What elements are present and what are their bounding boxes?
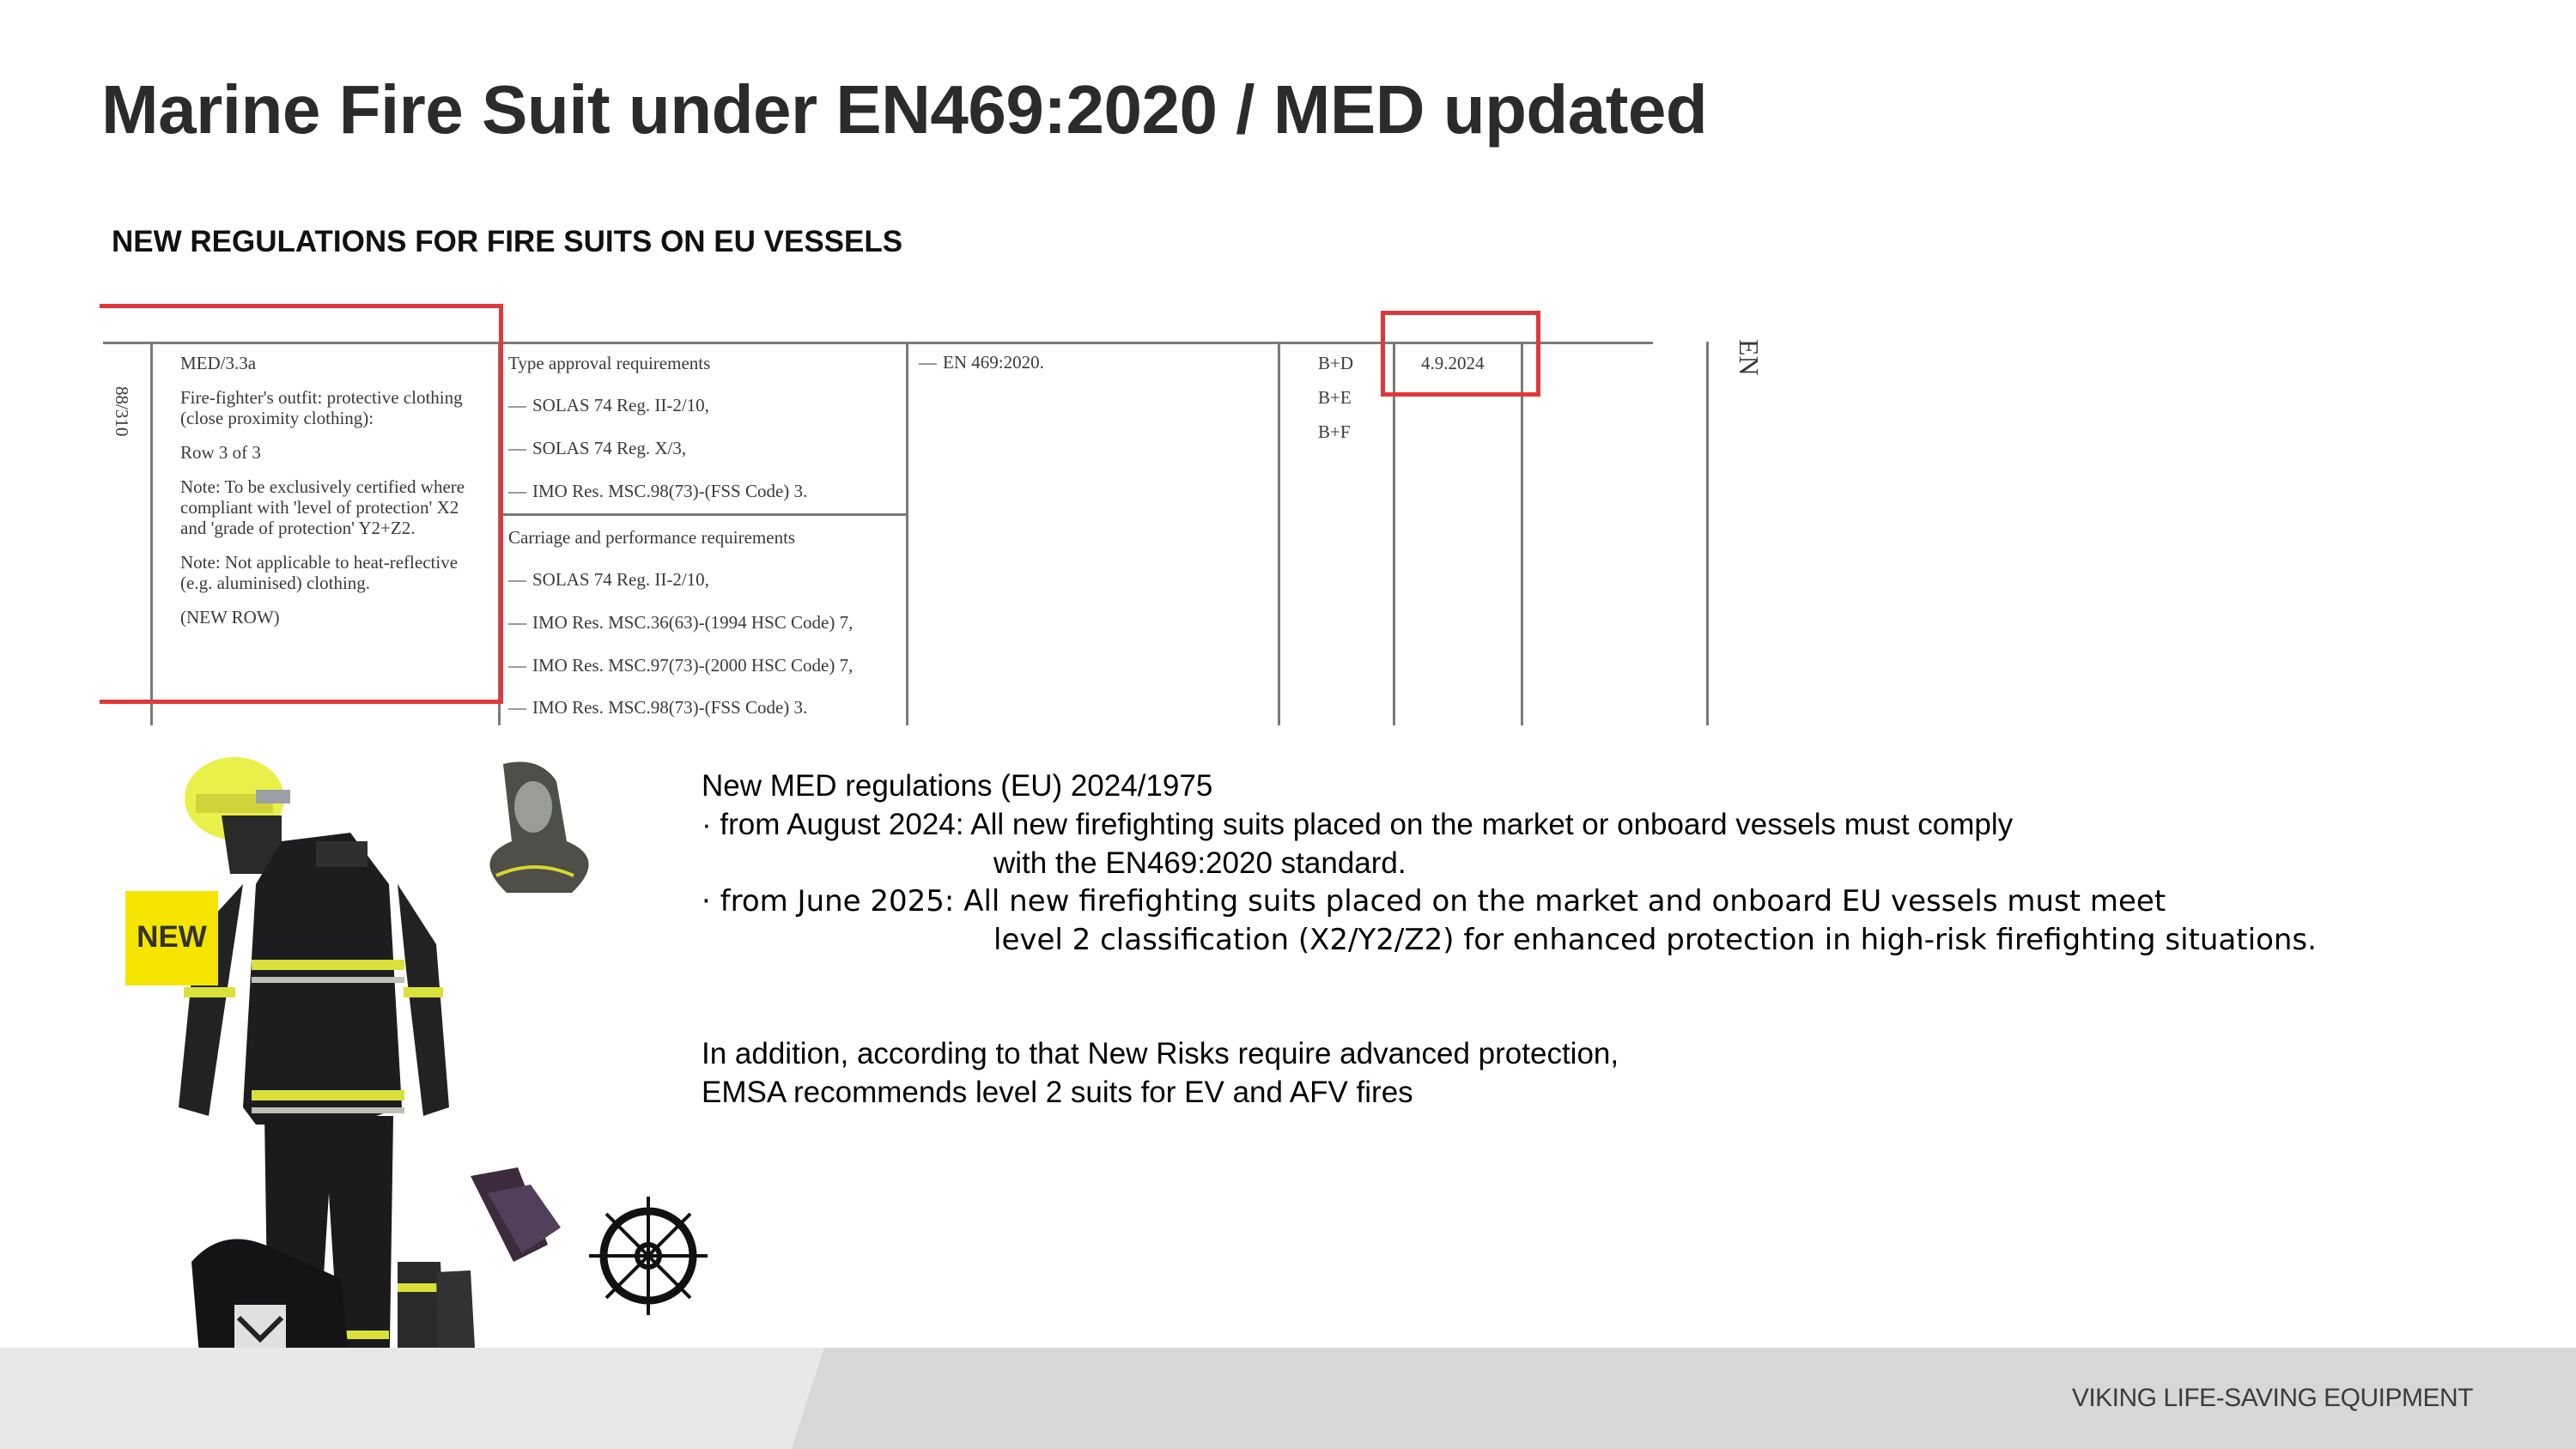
- bullet-continuation: with the EN469:2020 standard.: [993, 846, 1406, 880]
- row-number: 88/310: [112, 386, 132, 437]
- item-line: Fire-fighter's outfit: protective clothing: [180, 387, 463, 408]
- standard-reference: — EN 469:2020.: [919, 352, 1044, 373]
- carriage-header: Carriage and performance requirements: [508, 527, 796, 548]
- carriage-item: — IMO Res. MSC.36(63)-(1994 HSC Code) 7,: [508, 612, 854, 633]
- brand-name: VIKING LIFE-SAVING EQUIPMENT: [2071, 1384, 2473, 1412]
- highlight-box-date: [1381, 311, 1540, 397]
- emsa-recommendation: [702, 1034, 1619, 1112]
- bullet-continuation: level 2 classification (X2/Y2/Z2) for enhanced protection in high-risk firefighting situations.: [993, 923, 2317, 957]
- item-line: (NEW ROW): [180, 607, 280, 627]
- item-line: Row 3 of 3: [180, 442, 261, 463]
- table-divider: [906, 342, 908, 725]
- module: B+F: [1318, 421, 1351, 442]
- addition-line: EMSA recommends level 2 suits for EV and AFV fires: [702, 1076, 1413, 1109]
- section-subtitle: NEW REGULATIONS FOR FIRE SUITS ON EU VESSELS: [112, 225, 903, 258]
- regulation-table-excerpt: [103, 300, 1786, 725]
- highlight-box-item: [100, 304, 503, 704]
- new-badge-label: NEW: [137, 920, 207, 954]
- item-line: and 'grade of protection' Y2+Z2.: [180, 518, 416, 538]
- type-approval-item: — SOLAS 74 Reg. X/3,: [508, 438, 687, 458]
- item-line: compliant with 'level of protection' X2: [180, 497, 459, 518]
- bullet-text: from August 2024: All new firefighting suits placed on the market or onboard vessels must comply: [720, 808, 2014, 841]
- module: B+D: [1318, 353, 1354, 373]
- product-image: [93, 747, 622, 1434]
- regulation-summary: [702, 767, 2317, 960]
- summary-heading: New MED regulations (EU) 2024/1975: [702, 769, 1213, 803]
- bullet-symbol: ·: [702, 884, 711, 919]
- bullet-symbol: ·: [702, 808, 712, 841]
- table-inner-rule: [498, 513, 906, 516]
- item-line: (close proximity clothing):: [180, 408, 374, 428]
- carriage-item: — IMO Res. MSC.98(73)-(FSS Code) 3.: [508, 697, 808, 718]
- item-line: (e.g. aluminised) clothing.: [180, 573, 371, 593]
- item-title: MED/3.3a: [180, 353, 257, 373]
- new-badge: [125, 891, 218, 985]
- bullet-august-2024: [702, 805, 2317, 844]
- table-divider: [1278, 342, 1280, 725]
- module: B+E: [1318, 387, 1352, 408]
- gloves-icon: [471, 1167, 561, 1262]
- fire-suit-illustration: [93, 747, 622, 1434]
- footer-accent: [0, 1348, 824, 1449]
- type-approval-header: Type approval requirements: [508, 353, 711, 373]
- addition-line: In addition, according to that New Risks require advanced protection,: [702, 1037, 1619, 1070]
- hood-icon: [489, 762, 588, 894]
- jacket-icon: [179, 833, 449, 1125]
- item-line: Note: Not applicable to heat-reflective: [180, 552, 459, 573]
- carriage-item: — IMO Res. MSC.97(73)-(2000 HSC Code) 7,: [508, 655, 854, 676]
- effective-date: 4.9.2024: [1421, 353, 1485, 373]
- carriage-item: — SOLAS 74 Reg. II-2/10,: [508, 569, 709, 590]
- bullet-june-2025: [702, 882, 2317, 921]
- page-title: Marine Fire Suit under EN469:2020 / MED updated: [101, 71, 1708, 148]
- table-divider: [1393, 342, 1395, 725]
- language-tag: EN: [1734, 339, 1765, 376]
- table-divider: [1521, 342, 1523, 725]
- table-divider: [1706, 342, 1709, 725]
- item-line: Note: To be exclusively certified where: [180, 476, 465, 497]
- bullet-text: from June 2025: All new firefighting suits placed on the market and onboard EU vessels must meet: [720, 884, 2166, 919]
- type-approval-item: — IMO Res. MSC.98(73)-(FSS Code) 3.: [508, 481, 808, 501]
- type-approval-item: — SOLAS 74 Reg. II-2/10,: [508, 395, 709, 415]
- ship-wheel-icon: [586, 1193, 711, 1319]
